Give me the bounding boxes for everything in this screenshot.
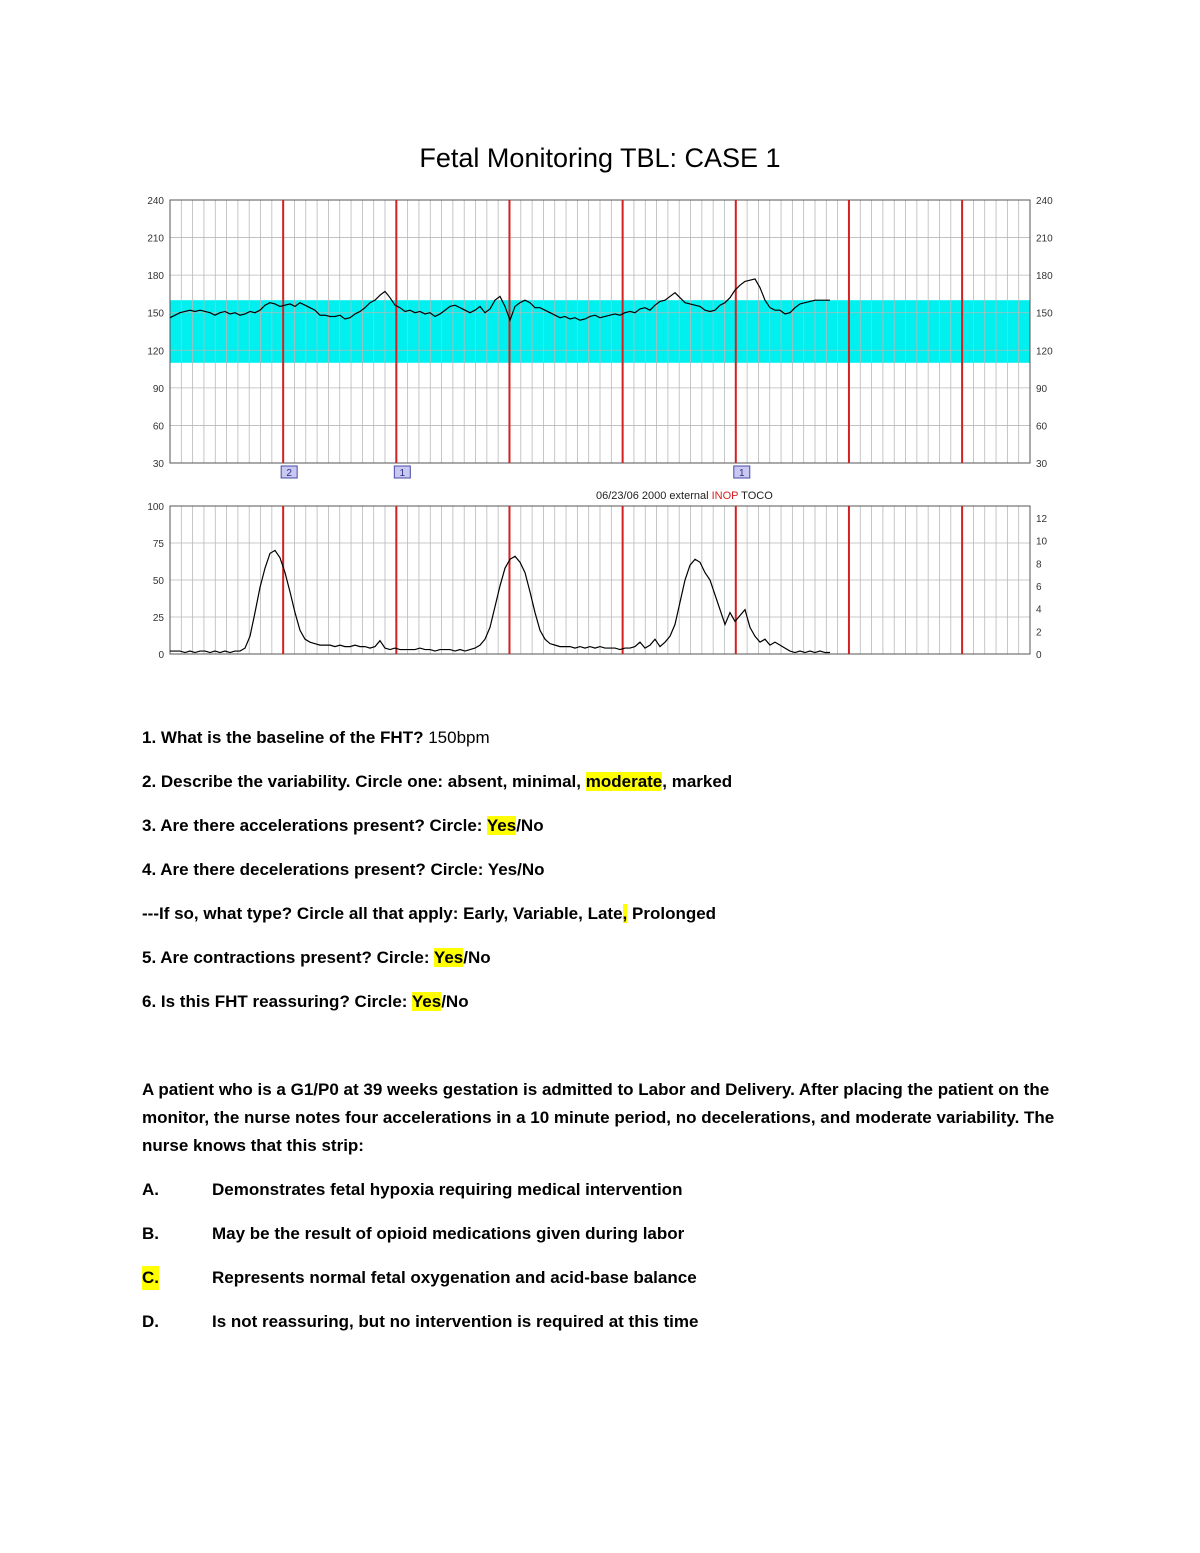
annotation-date: 06/23/06 2000 (596, 490, 670, 502)
monitor-strip-svg (130, 188, 1053, 668)
question-3-text: 3. Are there accelerations present? Circle: (142, 816, 487, 835)
fhr-right-tick-label: 180 (1036, 271, 1053, 283)
fhr-right-tick-label: 240 (1036, 196, 1053, 207)
question-4-followup-highlight: , (622, 904, 628, 923)
toco-left-tick-label: 50 (152, 576, 164, 587)
toco-right-tick-label: 4 (1036, 604, 1042, 616)
question-list (142, 726, 1102, 1034)
toco-right-tick-label: 12 (1036, 514, 1048, 525)
question-6-highlighted-answer: Yes (411, 992, 442, 1011)
event-marker-label: 1 (739, 468, 745, 479)
fhr-right-tick-label: 30 (1036, 459, 1048, 470)
fhr-left-tick-label: 150 (147, 308, 164, 320)
option-c-letter-highlighted: C. (142, 1266, 159, 1290)
question-2-text: 2. Describe the variability. Circle one: absent, minimal, (142, 772, 586, 791)
option-a-text: Demonstrates fetal hypoxia requiring medical intervention (212, 1180, 683, 1199)
fhr-left-tick-label: 90 (152, 383, 164, 395)
fhr-right-tick-label: 90 (1036, 383, 1048, 395)
option-a-letter: A. (142, 1180, 159, 1199)
toco-right-tick-label: 6 (1036, 582, 1042, 593)
question-2 (142, 770, 1102, 814)
option-c (142, 1266, 1082, 1310)
question-6 (142, 990, 1102, 1034)
question-6-text: 6. Is this FHT reassuring? Circle: (142, 992, 412, 1011)
option-c-text: Represents normal fetal oxygenation and acid-base balance (212, 1268, 697, 1287)
option-b-letter: B. (142, 1224, 159, 1243)
annotation-mode: external (669, 490, 712, 502)
question-6-suffix: /No (441, 992, 469, 1011)
toco-right-tick-label: 8 (1036, 559, 1042, 571)
question-2-suffix: , marked (662, 772, 733, 791)
question-4 (142, 858, 1102, 902)
question-5-highlighted-answer: Yes (433, 948, 464, 967)
option-a (142, 1178, 1082, 1222)
toco-trace (170, 550, 830, 652)
toco-left-tick-label: 100 (147, 502, 164, 513)
fhr-left-tick-label: 30 (152, 459, 164, 470)
fhr-right-tick-label: 210 (1036, 233, 1053, 245)
case-scenario: A patient who is a G1/P0 at 39 weeks gestation is admitted to Labor and Delivery. After placing the patient on the monitor, the nurse notes four accelerations in a 10 minute period, no decelerations, and moderate variability. The nurse knows that this strip: (142, 1080, 1055, 1155)
strip-annotation (596, 490, 773, 502)
fhr-right-tick-label: 150 (1036, 308, 1053, 320)
annotation-channel: TOCO (741, 490, 773, 502)
question-4-followup-suffix: Prolonged (627, 904, 717, 923)
question-2-highlighted-answer: moderate (585, 772, 663, 791)
question-5-suffix: /No (463, 948, 491, 967)
option-b (142, 1222, 1082, 1266)
fhr-left-tick-label: 210 (147, 233, 164, 245)
toco-right-tick-label: 0 (1036, 650, 1042, 661)
fhr-left-tick-label: 120 (147, 346, 164, 358)
fhr-left-tick-label: 240 (147, 196, 164, 207)
event-marker-label: 1 (399, 468, 406, 479)
option-d (142, 1310, 1082, 1354)
question-5 (142, 946, 1102, 990)
toco-right-tick-label: 2 (1036, 627, 1042, 639)
page-title: Fetal Monitoring TBL: CASE 1 (419, 143, 781, 173)
fetal-monitor-strip (130, 188, 1053, 668)
option-d-letter: D. (142, 1312, 159, 1331)
question-5-text: 5. Are contractions present? Circle: (142, 948, 434, 967)
fhr-left-tick-label: 180 (147, 271, 164, 283)
question-4-followup (142, 902, 1102, 946)
event-marker-label: 2 (286, 468, 292, 479)
fhr-right-tick-label: 120 (1036, 346, 1053, 358)
answer-options (142, 1178, 1082, 1354)
option-d-text: Is not reassuring, but no intervention is required at this time (212, 1312, 699, 1331)
question-3-suffix: /No (516, 816, 544, 835)
toco-left-tick-label: 25 (152, 613, 164, 624)
question-1-text: 1. What is the baseline of the FHT? (142, 728, 429, 747)
toco-left-tick-label: 75 (152, 539, 164, 550)
question-4-text: 4. Are there decelerations present? Circle: Yes/No (142, 860, 545, 879)
fhr-left-tick-label: 60 (152, 421, 164, 433)
question-3 (142, 814, 1102, 858)
question-3-highlighted-answer: Yes (486, 816, 517, 835)
toco-right-tick-label: 10 (1036, 536, 1048, 548)
fhr-right-tick-label: 60 (1036, 421, 1048, 433)
toco-left-tick-label: 0 (158, 650, 164, 661)
question-1 (142, 726, 1102, 770)
question-1-answer: 150bpm (428, 728, 490, 747)
annotation-status: INOP (711, 490, 742, 502)
option-b-text: May be the result of opioid medications given during labor (212, 1224, 685, 1243)
question-4-followup-text: ---If so, what type? Circle all that apply: Early, Variable, Late (142, 904, 623, 923)
